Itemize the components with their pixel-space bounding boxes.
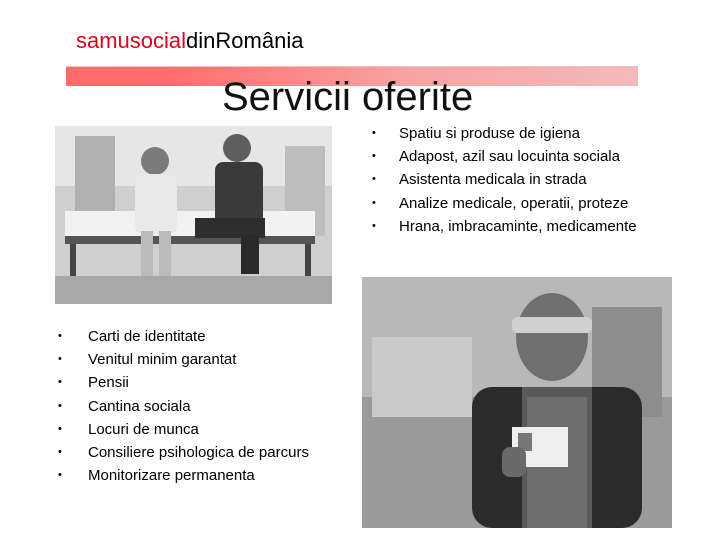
slide-title: Servicii oferite — [222, 75, 474, 119]
bullet-icon: • — [58, 422, 62, 435]
bullet-icon: • — [58, 353, 62, 366]
photo-man-with-id — [362, 277, 672, 528]
bullet-icon: • — [372, 127, 376, 139]
photo-shelter-bed — [55, 126, 332, 304]
brand-romania: România — [215, 28, 304, 53]
bullet-icon: • — [58, 399, 62, 412]
bullet-icon: • — [58, 469, 62, 482]
bullet-icon: • — [372, 173, 376, 186]
photo-man-with-id-image — [362, 277, 672, 528]
photo-shelter-bed-image — [55, 126, 332, 304]
bullet-icon: • — [58, 376, 62, 389]
bullet-icon: • — [58, 445, 62, 458]
brand-din: din — [186, 28, 216, 53]
bullet-icon: • — [372, 150, 376, 163]
bullet-icon: • — [58, 330, 62, 342]
brand-samusocial: samusocial — [76, 28, 187, 53]
brand-logo — [76, 28, 303, 54]
bullet-icon: • — [372, 196, 376, 209]
bullet-icon: • — [372, 219, 376, 232]
